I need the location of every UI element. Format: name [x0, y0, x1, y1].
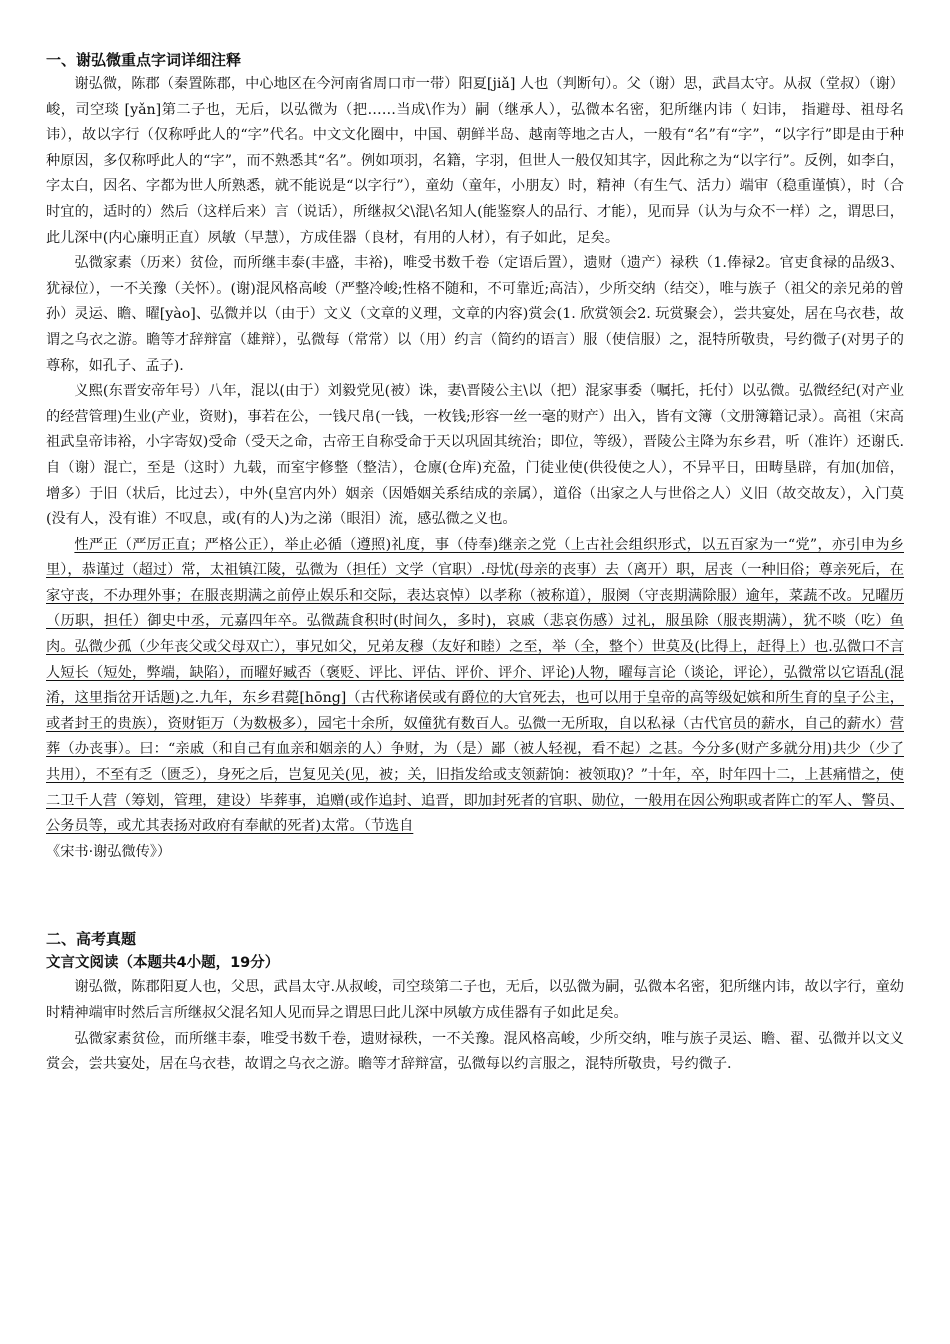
annotation-paragraph-3: 义熙(东晋安帝年号）八年，混以(由于）刘毅党见(被）诛，妻\晋陵公主\以（把）混家事委（嘱托，托付）以弘微。弘微经纪(对产业的经营管理)生业(产业，资财)，事若在公，一钱尺帛(一钱，一枚钱;形容一丝一毫的财产）出入，皆有文簿（文册簿籍记录）。高祖（宋高祖武皇帝讳裕，小字寄奴)受命（受天之命，古帝王自称受命于天以巩固其统治；即位，等级），晋陵公主降为东乡君，听（准许）还谢氏.自（谢）混亡，至是（这时）九载，而室宇修整（整洁），仓廪(仓库)充盈，门徒业使(供役使之人），不异平日，田畴垦辟，有加(加倍，增多）于旧（状后，比过去），中外(皇宫内外）姻亲（因婚姻关系结成的亲属），道俗（出家之人与世俗之人）义旧（故交故友），入门莫(没有人，没有谁）不叹息，或(有的人)为之涕（眼泪）流，感弘微之义也。 — [46, 383, 904, 528]
section-2-title: 二、高考真题 — [46, 930, 137, 949]
exam-question-heading: 文言文阅读（本题共4小题，19分） — [46, 955, 280, 972]
exam-passage-paragraph-1: 谢弘微，陈郡阳夏人也，父思，武昌太守.从叔峻，司空琰第二子也，无后，以弘微为嗣，弘微本名密，犯所继内讳，故以字行，童幼时精神端审时然后言所继叔父混名知人见而异之谓思曰此儿深中夙敏方成佳器有子如此足矣。 — [46, 979, 904, 1021]
exam-passage-paragraph-2: 弘微家素贫俭，而所继丰泰，唯受书数千卷，遗财禄秩，一不关豫。混风格高峻，少所交纳，唯与族子灵运、瞻、翟、弘微并以文义赏会，尝共宴处，居在乌衣巷，故谓之乌衣之游。瞻等才辞辩富，弘微每以约言服之，混特所敬贵，号约微子. — [46, 1030, 904, 1073]
section-divider-space — [46, 865, 904, 927]
annotation-paragraph-2: 弘微家素（历来）贫俭，而所继丰泰(丰盛，丰裕)，唯受书数千卷（定语后置），遗财（遗产）禄秩（1.俸禄2。官吏食禄的品级3、犹禄位），一不关豫（关怀）。(谢)混风格高峻（严整冷峻;性格不随和，不可靠近;高洁），少所交纳（结交），唯与族子（祖父的亲兄弟的曾孙）灵运、瞻、曜[yào]、弘微并以（由于）文义（文章的义理，文章的内容)赏会(1. 欣赏领会2. 玩赏聚会），尝共宴处，居在乌衣巷，故谓之乌衣之游。瞻等才辞辩富（雄辩），弘微每（常常）以（用）约言（简约的语言）服（使信服）之，混特所敬贵，号约微子(对男子的尊称，如孔子、孟子). — [46, 255, 904, 374]
section-1-title: 一、谢弘微重点字词详细注释 — [46, 51, 242, 69]
annotation-paragraph-1: 谢弘微，陈郡（秦置陈郡，中心地区在今河南省周口市一带）阳夏[jiǎ] 人也（判断句）。父（谢）思，武昌太守。从叔（堂叔）（谢）峻，司空琰 [yǎn]第二子也，无后，以弘微为（把……当成\作为）嗣（继承人），弘微本名密，犯所继内讳（ 妇讳， 指避母、祖母名讳），故以字行（仅称呼此人的“字”代名。中文文化圈中，中国、朝鲜半岛、越南等地之古人，一般有“名”有“字”，“以字行”即是由于种种原因，多仅称呼此人的“字”，而不熟悉其“名”。例如项羽，名籍，字羽，但世人一般仅知其字，因此称之为“以字行”。反例，如李白，字太白，因名、字都为世人所熟悉，就不能说是“以字行”），童幼（童年，小朋友）时，精神（有生气、活力）端审（稳重谨慎），时（合时宜的，适时的）然后（这样后来）言（说话），所继叔父\混\名知人(能鉴察人的品行、才能），见而异（认为与众不一样）之，谓思曰，此儿深中(内心廉明正直）夙敏（早慧），方成佳器（良材，有用的人材），有子如此，足矣。 — [46, 76, 904, 246]
source-citation: 《宋书·谢弘微传》） — [46, 843, 172, 860]
annotation-paragraph-4: 性严正（严厉正直；严格公正），举止必循（遵照)礼度，事（侍奉)继亲之党（上古社会组织形式，以五百家为一“党”，亦引申为乡里），恭谨过（超过）常，太祖镇江陵，弘微为（担任）文学（官职）.母忧(母亲的丧事）去（离开）职，居丧（一种旧俗；尊亲死后，在家守丧，不办理外事；在服丧期满之前停止娱乐和交际，表达哀悼）以孝称（被称道），服阕（守丧期满除服）逾年，菜蔬不改。兄曜历（历职，担任）御史中丞，元嘉四年卒。弘微蔬食积时(时间久，多时)，哀戚（悲哀伤感）过礼，服虽除（服丧期满），犹不啖（吃）鱼肉。弘微少孤（少年丧父或父母双亡），事兄如父，兄弟友穆（友好和睦）之至，举（全，整个）世莫及(比得上，赶得上）也.弘微口不言人短长（短处，弊端，缺陷），而曜好臧否（褒贬、评比、评估、评价、评介、评论)人物，曜每言论（谈论，评论），弘微常以它语乱(混淆，这里指岔开话题)之.九年，东乡君薨[hōng]（古代称诸侯或有爵位的大官死去，也可以用于皇帝的高等级妃嫔和所生育的皇子公主，或者封王的贵族），资财钜万（为数极多），园宅十余所，奴僮犹有数百人。弘微一无所取，自以私禄（古代官员的薪水，自己的薪水）营葬（办丧事）。曰：“亲戚（和自己有血亲和姻亲的人）争财，为（是）鄙（被人轻视，看不起）之甚。今分多(财产多就分用)共少（少了共用），不至有乏（匮乏），身死之后，岂复见关(见，被；关，旧指发给或支领薪饷：被领取)？”十年，卒，时年四十二，上甚痛惜之，使二卫千人营（筹划，管理，建设）毕葬事，追赠(或作追封、追晋，即加封死者的官职、勋位，一般用在因公殉职或者阵亡的军人、警员、公务员等，或尤其表扬对政府有奉献的死者)太常。（节选自 — [46, 536, 904, 835]
